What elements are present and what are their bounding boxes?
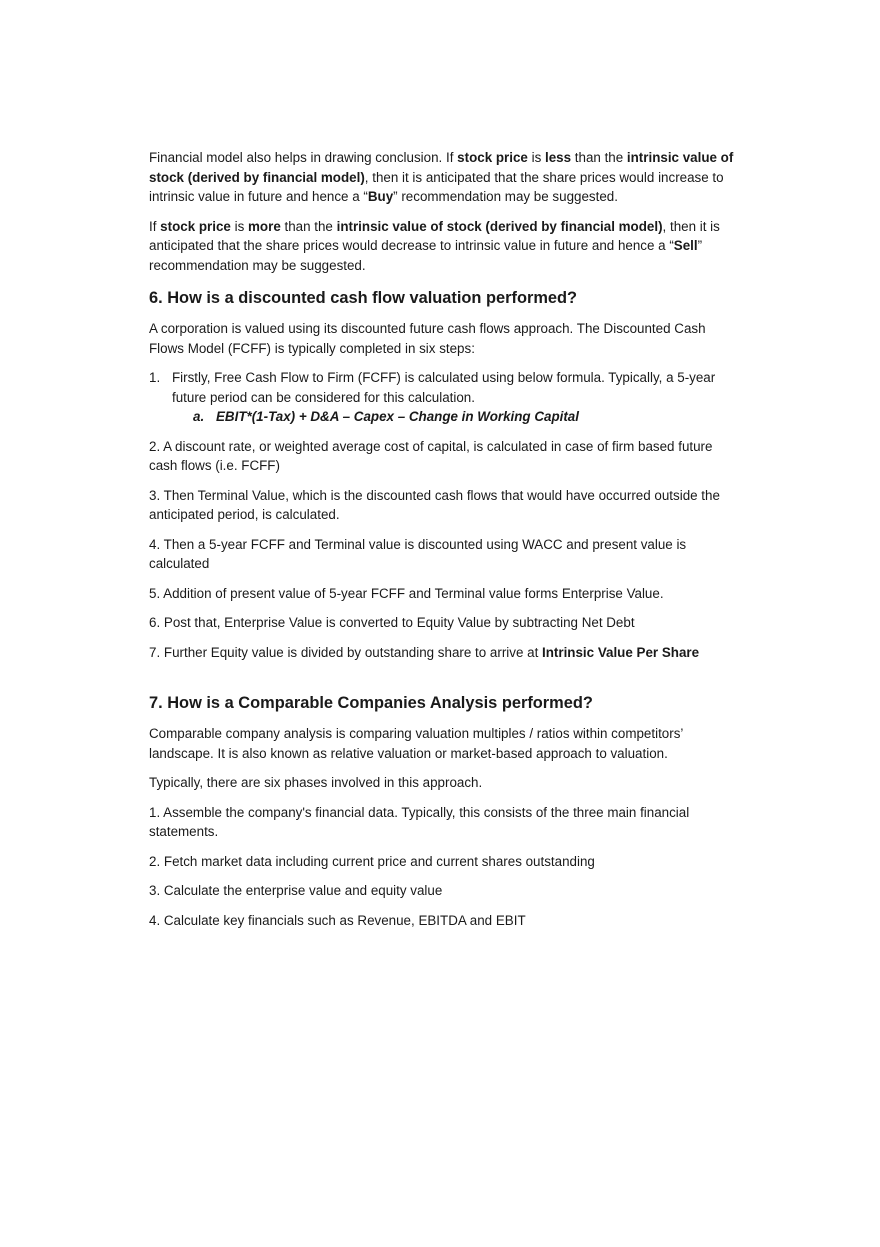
intro-paragraph-buy bbox=[149, 148, 739, 207]
bold-run: stock price bbox=[457, 150, 528, 165]
text-run: is bbox=[230, 218, 249, 234]
text-run: than the bbox=[280, 218, 337, 234]
dcf-step-2: 2. A discount rate, or weighted average cost of capital, is calculated in case of firm based future cash flows (i.e. FCFF) bbox=[149, 438, 713, 473]
dcf-step-4: 4. Then a 5-year FCFF and Terminal value is discounted using WACC and present value is calculated bbox=[149, 536, 687, 571]
text-run: ” recommendation may be suggested. bbox=[393, 189, 618, 204]
bold-run: less bbox=[545, 150, 572, 165]
list-text: Firstly, Free Cash Flow to Firm (FCFF) is calculated using below formula. Typically, a 5-year future period can be considered for this calculation. bbox=[172, 370, 716, 405]
cca-step-3: 3. Calculate the enterprise value and equity value bbox=[149, 883, 443, 898]
text-run: 7. Further Equity value is divided by outstanding share to arrive at bbox=[149, 644, 543, 660]
dcf-step-3: 3. Then Terminal Value, which is the discounted cash flows that would have occurred outside the anticipated period, is calculated. bbox=[149, 487, 720, 522]
bold-run: Sell bbox=[673, 238, 698, 253]
section-7-phases-intro: Typically, there are six phases involved in this approach. bbox=[149, 775, 483, 790]
document-body bbox=[149, 148, 739, 940]
bold-run: intrinsic value of stock (derived by financial model) bbox=[336, 218, 663, 234]
text-run: If bbox=[149, 218, 161, 234]
bold-run: more bbox=[248, 218, 281, 234]
formula-text: EBIT*(1-Tax) + D&A – Capex – Change in Working Capital bbox=[216, 409, 579, 424]
bold-run: Intrinsic Value Per Share bbox=[542, 644, 700, 660]
cca-step-1: 1. Assemble the company's financial data. Typically, this consists of the three main financial statements. bbox=[149, 804, 690, 839]
text-run: ” recommendation may be suggested. bbox=[149, 238, 703, 273]
cca-step-2: 2. Fetch market data including current price and current shares outstanding bbox=[149, 853, 595, 869]
dcf-step-1 bbox=[149, 368, 739, 407]
list-letter: a. bbox=[193, 409, 205, 424]
text-run: Financial model also helps in drawing conclusion. If bbox=[149, 150, 458, 165]
text-run: , then it is anticipated that the share prices would increase to intrinsic value in future and hence a “ bbox=[149, 169, 724, 204]
intro-paragraph-sell bbox=[149, 217, 739, 276]
text-run: is bbox=[527, 150, 545, 165]
section-6-intro: A corporation is valued using its discounted future cash flows approach. The Discounted Cash Flows Model (FCFF) is typically completed in six steps: bbox=[149, 321, 706, 356]
section-6-heading: 6. How is a discounted cash flow valuation performed? bbox=[149, 289, 578, 307]
bold-run: stock price bbox=[160, 218, 231, 234]
section-7-heading: 7. How is a Comparable Companies Analysis performed? bbox=[149, 694, 593, 712]
dcf-step-5: 5. Addition of present value of 5-year FCFF and Terminal value forms Enterprise Value. bbox=[149, 585, 664, 601]
dcf-step-6: 6. Post that, Enterprise Value is converted to Equity Value by subtracting Net Debt bbox=[149, 615, 635, 630]
fcff-formula bbox=[193, 407, 739, 427]
text-run: than the bbox=[571, 150, 627, 165]
dcf-step-7 bbox=[149, 643, 739, 663]
text-run: , then it is anticipated that the share prices would decrease to intrinsic value in future and hence a “ bbox=[149, 218, 720, 253]
list-number: 1. bbox=[149, 370, 161, 385]
bold-run: intrinsic value of stock (derived by financial model) bbox=[149, 150, 734, 185]
section-7-intro: Comparable company analysis is comparing valuation multiples / ratios within competitors’ landscape. It is also known as relative valuation or market-based approach to valuation. bbox=[149, 726, 683, 761]
cca-step-4: 4. Calculate key financials such as Revenue, EBITDA and EBIT bbox=[149, 912, 526, 928]
bold-run: Buy bbox=[367, 189, 394, 204]
